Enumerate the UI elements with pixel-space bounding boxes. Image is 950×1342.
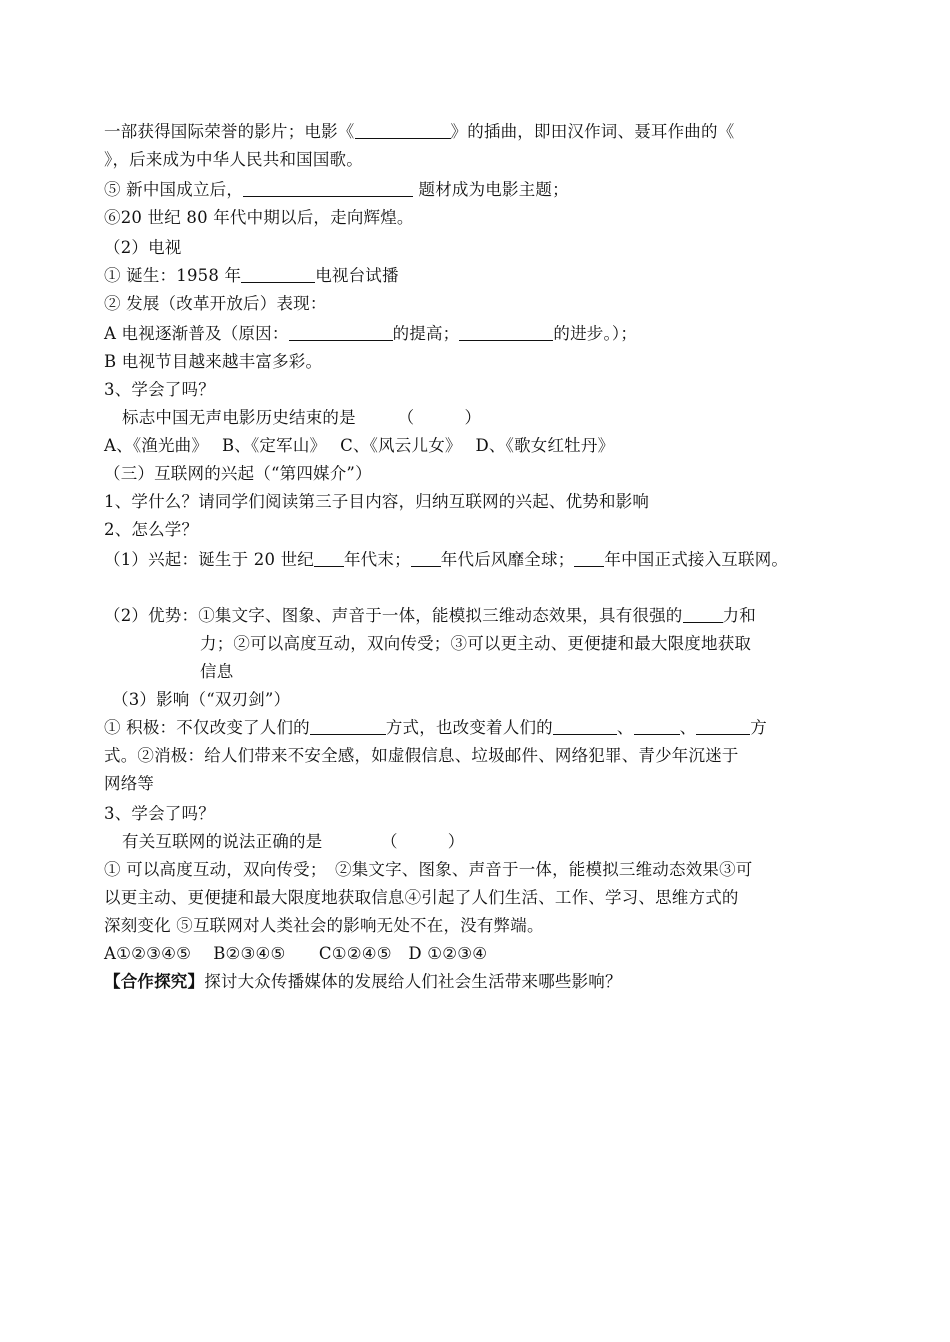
blank-advantage[interactable]: [683, 605, 723, 623]
question-2-statement-3: 深刻变化 ⑤互联网对人类社会的影响无处不在，没有弊端。: [104, 916, 544, 935]
line-new-china-film: ⑤ 新中国成立后， 题材成为电影主题；: [104, 180, 569, 199]
line-advantage-cont: 力；②可以高度互动，双向传受；③可以更主动、更便捷和最大限度地获取: [200, 634, 752, 653]
line-negative-impact: 式。②消极：给人们带来不安全感，如虚假信息、垃圾邮件、网络犯罪、青少年沉迷于: [104, 746, 739, 765]
blank-impact-1[interactable]: [310, 717, 386, 735]
line-1980s: ⑥20 世纪 80 年代中期以后，走向辉煌。: [104, 208, 414, 227]
line-advantage-end: 信息: [200, 662, 234, 681]
blank-rise-3[interactable]: [574, 549, 604, 567]
heading-impact: （3）影响（“双刃剑”）: [112, 690, 291, 709]
line-learn-what: 1、学什么？请同学们阅读第三子目内容，归纳互联网的兴起、优势和影响: [104, 492, 650, 511]
blank-tv-reason-1[interactable]: [289, 323, 393, 341]
line-tv-popular: A 电视逐渐普及（原因： 的提高； 的进步。）；: [104, 324, 638, 343]
line-tv-programs: B 电视节目越来越丰富多彩。: [104, 352, 323, 371]
line-film-song: 一部获得国际荣誉的影片；电影《 》的插曲，即田汉作词、聂耳作曲的《: [104, 122, 735, 141]
line-negative-end: 网络等: [104, 774, 155, 793]
heading-quiz-1: 3、学会了吗？: [104, 380, 215, 399]
blank-rise-1[interactable]: [314, 549, 344, 567]
question-1: 标志中国无声电影历史结束的是 （ ）: [122, 408, 482, 427]
heading-internet: （三）互联网的兴起（“第四媒介”）: [104, 464, 372, 483]
line-internet-rise: （1）兴起：诞生于 20 世纪 年代末； 年代后风靡全球； 年中国正式接入互联网。: [104, 550, 789, 569]
blank-impact-3[interactable]: [634, 717, 680, 735]
question-2-statement-2: 以更主动、更便捷和最大限度地获取信息④引起了人们生活、工作、学习、思维方式的: [104, 888, 739, 907]
blank-tv-station[interactable]: [241, 265, 315, 283]
blank-film-title[interactable]: [355, 121, 451, 139]
question-2-statement-1: ① 可以高度互动，双向传受； ②集文字、图象、声音于一体，能模拟三维动态效果③可: [104, 860, 753, 879]
line-internet-advantage: （2）优势：①集文字、图象、声音于一体，能模拟三维动态效果，具有很强的 力和: [104, 606, 756, 625]
line-tv-birth: ① 诞生：1958 年 电视台试播: [104, 266, 399, 285]
line-cooperative-inquiry: 【合作探究】探讨大众传播媒体的发展给人们社会生活带来哪些影响？: [104, 972, 622, 991]
question-1-options: A、《渔光曲》 B、《定军山》 C、《风云儿女》 D、《歌女红牡丹》: [104, 436, 615, 455]
question-2-options: A①②③④⑤ B②③④⑤ C①②④⑤ D ①②③④: [104, 944, 488, 963]
blank-rise-2[interactable]: [411, 549, 441, 567]
blank-impact-2[interactable]: [553, 717, 617, 735]
blank-film-theme[interactable]: [243, 179, 413, 197]
line-how-learn: 2、怎么学？: [104, 520, 199, 539]
heading-quiz-2: 3、学会了吗？: [104, 804, 215, 823]
heading-tv: （2）电视: [104, 238, 182, 257]
line-tv-development: ② 发展（改革开放后）表现：: [104, 294, 327, 313]
question-2: 有关互联网的说法正确的是 （ ）: [122, 832, 465, 851]
cooperative-inquiry-label: 【合作探究】: [104, 972, 205, 991]
line-national-anthem: 》，后来成为中华人民共和国国歌。: [104, 150, 363, 169]
line-positive-impact: ① 积极：不仅改变了人们的 方式，也改变着人们的 、 、 方: [104, 718, 767, 737]
blank-tv-reason-2[interactable]: [459, 323, 553, 341]
blank-impact-4[interactable]: [696, 717, 750, 735]
